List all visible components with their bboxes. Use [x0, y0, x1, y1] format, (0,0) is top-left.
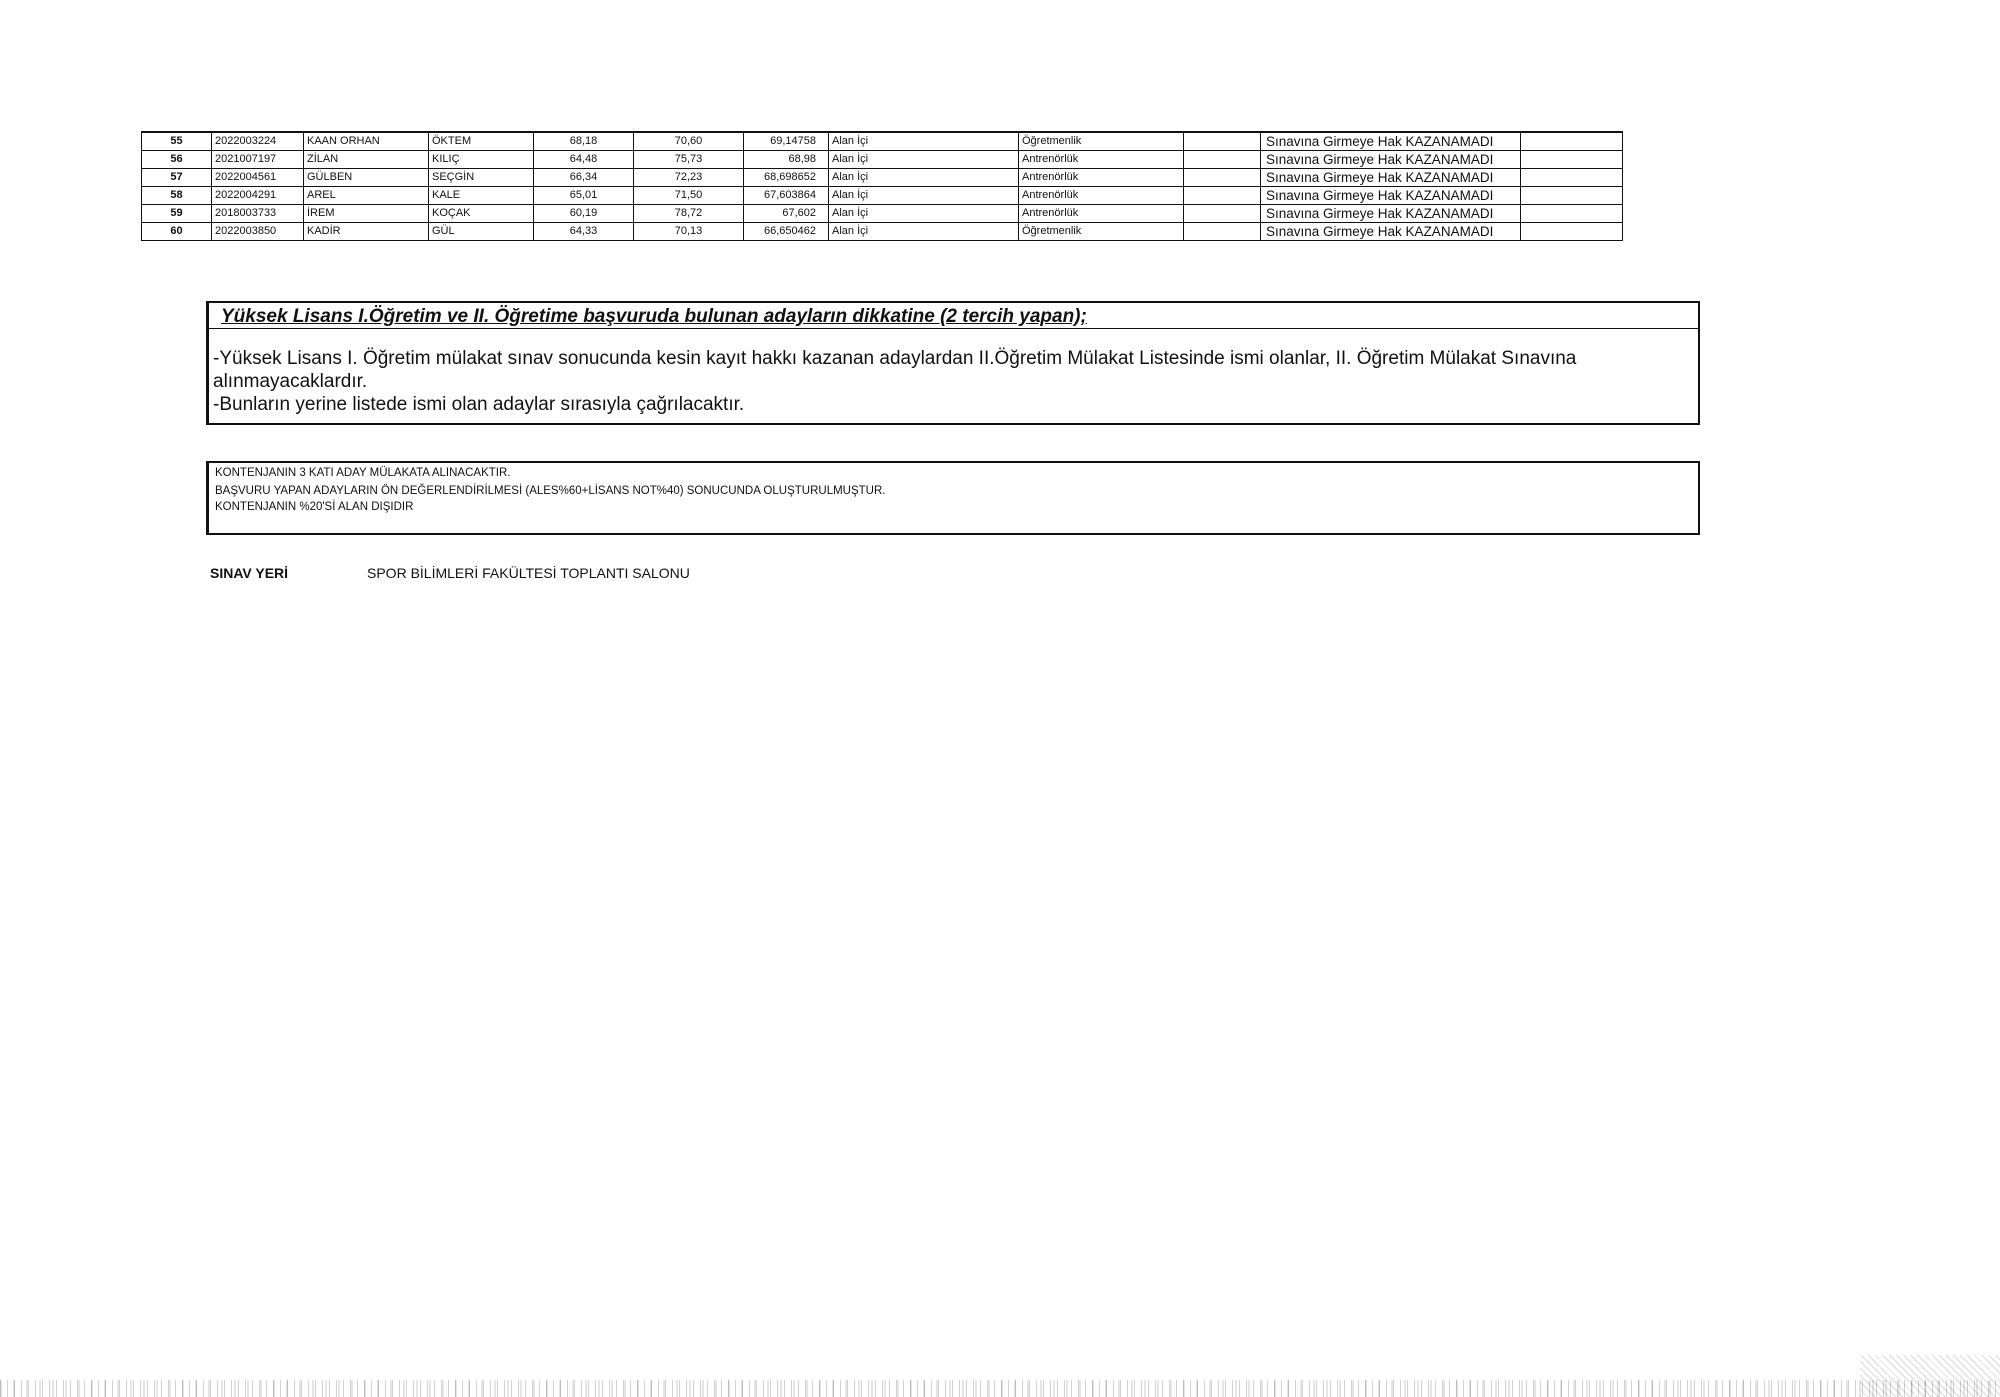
field-type: Alan İçi	[829, 169, 1019, 187]
status: Sınavına Girmeye Hak KAZANAMADI	[1261, 223, 1521, 241]
empty-cell	[1184, 205, 1261, 223]
student-id: 2022004561	[212, 169, 304, 187]
notice-line-2: alınmayacaklardır.	[213, 371, 368, 392]
notice-divider	[209, 328, 1698, 329]
note-cell	[1521, 223, 1623, 241]
empty-cell	[1184, 223, 1261, 241]
note-cell	[1521, 169, 1623, 187]
info-line-3: KONTENJANIN %20'Sİ ALAN DIŞIDIR	[215, 501, 414, 513]
program: Antrenörlük	[1019, 205, 1184, 223]
info-box	[206, 461, 1700, 535]
score-1: 65,01	[534, 187, 634, 205]
total-score: 68,98	[744, 151, 829, 169]
last-name: SEÇGİN	[429, 169, 534, 187]
info-line-2: BAŞVURU YAPAN ADAYLARIN ÖN DEĞERLENDİRİLMESİ (ALES%60+LİSANS NOT%40) SONUCUNDA OLUŞTURULMUŞTUR.	[215, 485, 886, 497]
table-row	[142, 132, 1623, 151]
notice-line-3: -Bunların yerine listede ismi olan adaylar sırasıyla çağrılacaktır.	[213, 394, 745, 415]
empty-cell	[1184, 169, 1261, 187]
total-score: 66,650462	[744, 223, 829, 241]
scan-artifact-strip	[0, 1380, 2000, 1397]
row-number: 55	[142, 132, 212, 151]
program: Antrenörlük	[1019, 169, 1184, 187]
note-cell	[1521, 205, 1623, 223]
row-number: 60	[142, 223, 212, 241]
score-1: 60,19	[534, 205, 634, 223]
score-1: 66,34	[534, 169, 634, 187]
empty-cell	[1184, 151, 1261, 169]
score-2: 71,50	[634, 187, 744, 205]
field-type: Alan İçi	[829, 132, 1019, 151]
program: Antrenörlük	[1019, 187, 1184, 205]
table-row	[142, 205, 1623, 223]
results-table	[141, 131, 1623, 241]
table-row	[142, 187, 1623, 205]
empty-cell	[1184, 132, 1261, 151]
student-id: 2022004291	[212, 187, 304, 205]
scan-artifact-corner	[1860, 1355, 2000, 1397]
score-2: 70,60	[634, 132, 744, 151]
notice-title: Yüksek Lisans I.Öğretim ve II. Öğretime başvuruda bulunan adayların dikkatine (2 tercih yapan);	[221, 306, 1087, 327]
field-type: Alan İçi	[829, 187, 1019, 205]
score-2: 70,13	[634, 223, 744, 241]
program: Öğretmenlik	[1019, 223, 1184, 241]
exam-place-label: SINAV YERİ	[210, 565, 289, 581]
first-name: İREM	[304, 205, 429, 223]
field-type: Alan İçi	[829, 205, 1019, 223]
score-2: 75,73	[634, 151, 744, 169]
first-name: KAAN ORHAN	[304, 132, 429, 151]
total-score: 67,603864	[744, 187, 829, 205]
notice-line-1: -Yüksek Lisans I. Öğretim mülakat sınav sonucunda kesin kayıt hakkı kazanan adaylardan II.Öğretim Mülakat Listesinde ismi olanlar, II. Öğretim Mülakat Sınavına	[213, 348, 1577, 369]
score-2: 78,72	[634, 205, 744, 223]
student-id: 2022003850	[212, 223, 304, 241]
first-name: ZİLAN	[304, 151, 429, 169]
student-id: 2022003224	[212, 132, 304, 151]
status: Sınavına Girmeye Hak KAZANAMADI	[1261, 187, 1521, 205]
score-2: 72,23	[634, 169, 744, 187]
field-type: Alan İçi	[829, 151, 1019, 169]
status: Sınavına Girmeye Hak KAZANAMADI	[1261, 151, 1521, 169]
total-score: 68,698652	[744, 169, 829, 187]
row-number: 57	[142, 169, 212, 187]
first-name: GÜLBEN	[304, 169, 429, 187]
status: Sınavına Girmeye Hak KAZANAMADI	[1261, 169, 1521, 187]
table-row	[142, 223, 1623, 241]
student-id: 2018003733	[212, 205, 304, 223]
notice-box	[206, 301, 1700, 425]
note-cell	[1521, 151, 1623, 169]
row-number: 58	[142, 187, 212, 205]
status: Sınavına Girmeye Hak KAZANAMADI	[1261, 132, 1521, 151]
total-score: 67,602	[744, 205, 829, 223]
last-name: GÜL	[429, 223, 534, 241]
row-number: 56	[142, 151, 212, 169]
score-1: 64,48	[534, 151, 634, 169]
field-type: Alan İçi	[829, 223, 1019, 241]
row-number: 59	[142, 205, 212, 223]
status: Sınavına Girmeye Hak KAZANAMADI	[1261, 205, 1521, 223]
total-score: 69,14758	[744, 132, 829, 151]
first-name: KADİR	[304, 223, 429, 241]
note-cell	[1521, 132, 1623, 151]
last-name: KILIÇ	[429, 151, 534, 169]
first-name: AREL	[304, 187, 429, 205]
info-line-1: KONTENJANIN 3 KATI ADAY MÜLAKATA ALINACAKTIR.	[215, 467, 511, 479]
program: Öğretmenlik	[1019, 132, 1184, 151]
program: Antrenörlük	[1019, 151, 1184, 169]
last-name: ÖKTEM	[429, 132, 534, 151]
score-1: 68,18	[534, 132, 634, 151]
table-row	[142, 169, 1623, 187]
table-row	[142, 151, 1623, 169]
student-id: 2021007197	[212, 151, 304, 169]
last-name: KALE	[429, 187, 534, 205]
last-name: KOÇAK	[429, 205, 534, 223]
score-1: 64,33	[534, 223, 634, 241]
note-cell	[1521, 187, 1623, 205]
exam-place-value: SPOR BİLİMLERİ FAKÜLTESİ TOPLANTI SALONU	[367, 565, 690, 581]
empty-cell	[1184, 187, 1261, 205]
